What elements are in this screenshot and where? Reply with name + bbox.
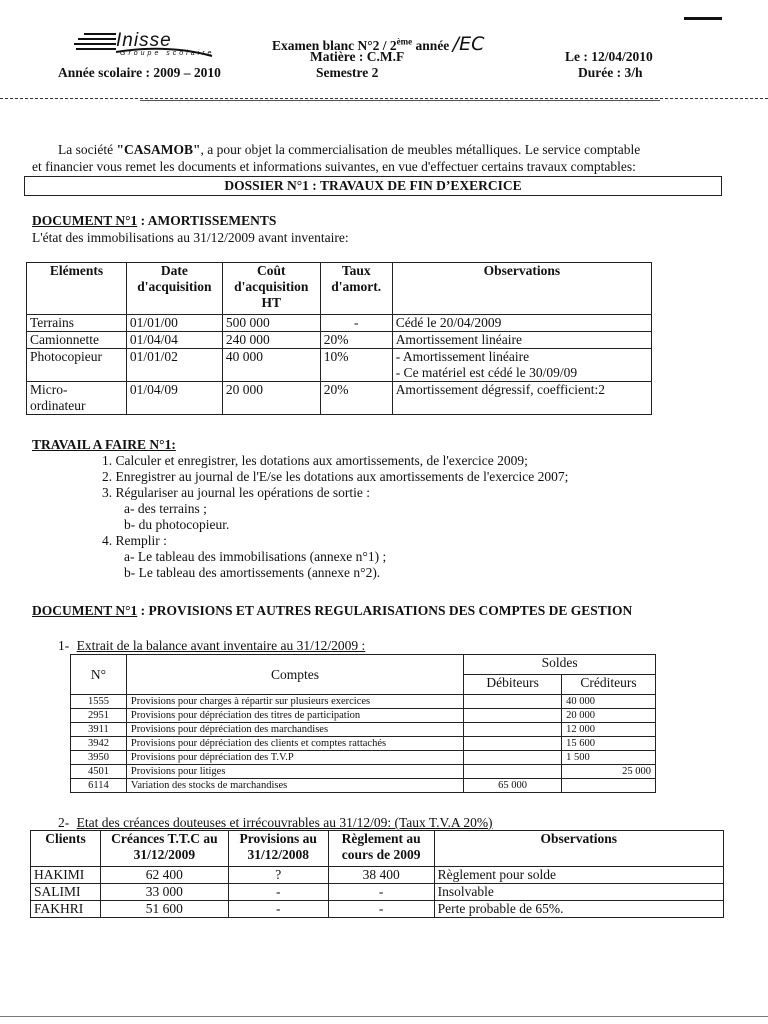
school-year: Année scolaire : 2009 – 2010 [58, 65, 221, 80]
doc1-heading: DOCUMENT N°1 : AMORTISSEMENTS [32, 213, 277, 228]
table-row: 3911 Provisions pour dépréciation des marchandises 12 000 [71, 723, 656, 737]
amortissements-table [26, 262, 652, 415]
col-header-comptes: Comptes [126, 655, 463, 695]
list-item: a- Le tableau des immobilisations (annexe n°1) ; [124, 549, 387, 564]
table-row: 3950 Provisions pour dépréciation des T.V.P 1 500 [71, 751, 656, 765]
list-item: 2. Enregistrer au journal de l'E/se les dotations aux amortissements de l'exercice 2007; [102, 469, 569, 484]
travail-heading: TRAVAIL A FAIRE N°1: [32, 437, 176, 452]
balance-table [70, 654, 656, 793]
list-item: 3. Régulariser au journal les opérations de sortie : [102, 485, 371, 500]
col-header: Taux d'amort. [320, 263, 392, 315]
handwritten-note: /EC [452, 33, 485, 55]
table-row: Micro- ordinateur 01/04/09 20 000 20% Amortissement dégressif, coefficient:2 [27, 382, 652, 415]
col-header: Observations [434, 831, 723, 867]
extract-title: 1- Extrait de la balance avant inventaire au 31/12/2009 : [58, 638, 366, 653]
travail-list [102, 453, 568, 581]
school-logo [72, 26, 222, 60]
table-row: Photocopieur 01/01/02 40 000 10% - Amortissement linéaire - Ce matériel est cédé le 30/09/09 [27, 349, 652, 382]
col-header-crediteurs: Créditeurs [562, 675, 656, 695]
company-name: "CASAMOB" [116, 142, 201, 157]
list-item: a- des terrains ; [124, 501, 207, 516]
table-row: 4501 Provisions pour litiges 25 000 [71, 765, 656, 779]
creances-title: 2- Etat des créances douteuses et irrécouvrables au 31/12/09: (Taux T.V.A 20%) [58, 815, 493, 830]
col-header: Clients [31, 831, 101, 867]
col-header: Eléments [27, 263, 127, 315]
header-divider [0, 98, 768, 99]
table-header-row [27, 263, 652, 315]
logo-text: Inisse [116, 30, 172, 51]
intro-line-1: La société "CASAMOB", a pour objet la commercialisation de meubles métalliques. Le service comptable [58, 142, 641, 157]
footer-line [0, 1016, 768, 1017]
doc2-heading: DOCUMENT N°1 : PROVISIONS ET AUTRES REGULARISATIONS DES COMPTES DE GESTION [32, 603, 633, 618]
logo-subtext: Groupe scolaire [120, 50, 215, 57]
table-header-row [71, 655, 656, 675]
table-row: 6114 Variation des stocks de marchandises 65 000 [71, 779, 656, 793]
col-header: Date d'acquisition [126, 263, 222, 315]
table-row: SALIMI 33 000 - - Insolvable [31, 884, 724, 901]
table-row: 3942 Provisions pour dépréciation des clients et comptes rattachés 15 600 [71, 737, 656, 751]
table-row: 2951 Provisions pour dépréciation des titres de participation 20 000 [71, 709, 656, 723]
corner-mark [684, 17, 722, 20]
table-row: Terrains 01/01/00 500 000 - Cédé le 20/04/2009 [27, 315, 652, 332]
list-item: 4. Remplir : [102, 533, 167, 548]
subject: Matière : C.M.F [310, 49, 405, 64]
table-row: HAKIMI 62 400 ? 38 400 Règlement pour solde [31, 867, 724, 884]
table-row: FAKHRI 51 600 - - Perte probable de 65%. [31, 901, 724, 918]
list-item: 1. Calculer et enregistrer, les dotations aux amortissements, de l'exercice 2009; [102, 453, 528, 468]
table-header-row [31, 831, 724, 867]
exam-date: Le : 12/04/2010 [565, 49, 653, 64]
table-row: Camionnette 01/04/04 240 000 20% Amortissement linéaire [27, 332, 652, 349]
exam-duration: Durée : 3/h [578, 65, 643, 80]
semester: Semestre 2 [316, 65, 379, 80]
doc1-subtitle: L'état des immobilisations au 31/12/2009 avant inventaire: [32, 230, 349, 245]
col-header-soldes: Soldes [464, 655, 656, 675]
exam-title: Examen blanc N°2 / 2ème année /EC [272, 33, 485, 55]
col-header-no: N° [71, 655, 127, 695]
creances-table [30, 830, 724, 918]
intro-line-2: et financier vous remet les documents et informations suivantes, en vue d'effectuer certains travaux comptables: [32, 159, 636, 174]
table-row: 1555 Provisions pour charges à répartir sur plusieurs exercices 40 000 [71, 695, 656, 709]
col-header-debiteurs: Débiteurs [464, 675, 562, 695]
col-header: Observations [392, 263, 651, 315]
list-item: b- du photocopieur. [124, 517, 230, 532]
col-header: Coût d'acquisition HT [222, 263, 320, 315]
header-divider-2 [140, 100, 660, 101]
col-header: Règlement au cours de 2009 [328, 831, 434, 867]
dossier-title: DOSSIER N°1 : TRAVAUX DE FIN D’EXERCICE [24, 176, 722, 196]
col-header: Créances T.T.C au 31/12/2009 [100, 831, 228, 867]
list-item: b- Le tableau des amortissements (annexe n°2). [124, 565, 381, 580]
col-header: Provisions au 31/12/2008 [228, 831, 328, 867]
